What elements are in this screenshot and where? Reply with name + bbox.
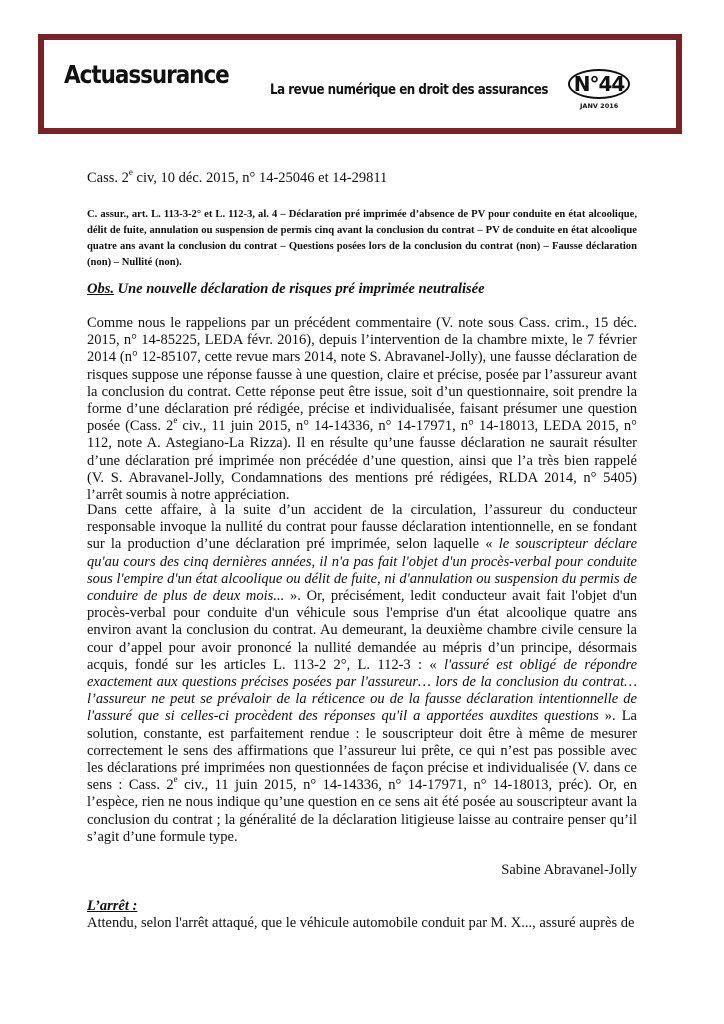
author-signature: Sabine Abravanel-Jolly [501,862,637,878]
issue-date: JANV 2016 [580,102,619,110]
observations-heading [87,281,485,298]
obs-label: Obs. [87,281,114,297]
decision-reference: Cass. 2e civ, 10 déc. 2015, n° 14-25046 et 14-29811 [87,167,388,186]
publication-name: Actuassurance [64,60,229,89]
commentary-paragraph-1: Comme nous le rappelions par un précédent commentaire (V. note sous Cass. crim., 15 déc. 2015, n° 14-85225, LEDA févr. 2016), depuis l’intervention de la chambre mixte, le 7 février 2014 (n° 12-85107, cette revue mars 2014, note S. Abravanel-Jolly), une fausse déclaration de risques suppose une réponse fausse à une question, claire et précise, posée par l’assureur avant la conclusion du contrat. Cette réponse peut être issue, soit d’un questionnaire, soit prendre la forme d’une déclaration pré rédigée, précise et individualisée, faisant présumer une question posée (Cass. 2e civ., 11 juin 2015, n° 14-14336, n° 14-17971, n° 14-18013, LEDA 2015, n° 112, note A. Astegiano-La Rizza). Il en résulte qu’une fausse déclaration ne saurait résulter d’une déclaration pré imprimée non précédée d’une question, ainsi que l’a très bien rappelé (V. S. Abravanel-Jolly, Condamnations des mentions pré rédigées, RLDA 2014, n° 5405) l’arrêt soumis à notre appréciation. [87,315,637,504]
issue-number-badge: N°44 [568,69,630,99]
judgment-text: Attendu, selon l'arrêt attaqué, que le véhicule automobile conduit par M. X..., assuré auprès de [87,915,635,931]
quoted-declaration: le souscripteur déclare qu'au cours des cinq dernières années, il n'a pas fait l'objet d'un procès-verbal pour conduite sous l'empire d'un état alcoolique ou délit de fuite, ni d'annulation ou suspension du permis de conduire de plus de deux mois... [87,536,638,605]
obs-title: Une nouvelle déclaration de risques pré imprimée neutralisée [114,281,485,297]
quoted-principle: l'assuré est obligé de répondre exactement aux questions précises posées par l'assureur… lors de la conclusion du contrat… l’assureur ne peut se prévaloir de la réticence ou de la fausse déclaration intentionnelle de l'assuré que si celles-ci procèdent des réponses qu'il a apportées auxdites questions [87,656,638,725]
judgment-heading: L’arrêt : [87,898,138,914]
publication-tagline: La revue numérique en droit des assurances [270,82,549,98]
decision-summary: C. assur., art. L. 113-3-2° et L. 112-3, al. 4 – Déclaration pré imprimée d’absence de PV pour conduite en état alcoolique, délit de fuite, annulation ou suspension de permis cinq avant la conclusion du contrat – PV de conduite en état alcoolique quatre ans avant la conclusion du contrat – Questions posées lors de la conclusion du contrat (non) – Fausse déclaration (non) – Nullité (non). [87,209,637,268]
commentary-paragraph-2: Dans cette affaire, à la suite d’un accident de la circulation, l’assureur du conducteur responsable invoque la nullité du contrat pour fausse déclaration intentionnelle, en se fondant sur la production d’une déclaration pré imprimée, selon laquelle « le souscripteur déclare qu'au cours des cinq dernières années, il n'a pas fait l'objet d'un procès-verbal pour conduite sous l'empire d'un état alcoolique ou délit de fuite, ni d'annulation ou suspension du permis de conduire de plus de deux mois... ». Or, précisément, ledit conducteur avait fait l'objet d'un procès-verbal pour conduite d'un véhicule sous l'emprise d'un état alcoolique quatre ans environ avant la conclusion du contrat. Au demeurant, la deuxième chambre civile censure la cour d’appel pour avoir prononcé la nullité demandée au mépris d’un principe, désormais acquis, fondé sur les articles L. 113-2 2°, L. 112-3 : « l'assuré est obligé de répondre exactement aux questions précises posées par l'assureur… lors de la conclusion du contrat… l’assureur ne peut se prévaloir de la réticence ou de la fausse déclaration intentionnelle de l'assuré que si celles-ci procèdent des réponses qu'il a apportées auxdites questions ». La solution, constante, est parfaitement rendue : le souscripteur doit être à même de mesurer correctement le sens des affirmations que l’assureur lui prête, ce qui n’est pas possible avec les déclarations pré imprimées non questionnées de façon précise et individualisée (V. dans ce sens : Cass. 2e civ., 11 juin 2015, n° 14-14336, n° 14-17971, n° 14-18013, préc). Or, en l’espèce, rien ne nous indique qu’une question en ce sens ait été posée au souscripteur avant la conclusion du contrat ; la généralité de la déclaration litigieuse laisse au contraire penser qu’il s’agit d’une formule type. [87,502,638,845]
